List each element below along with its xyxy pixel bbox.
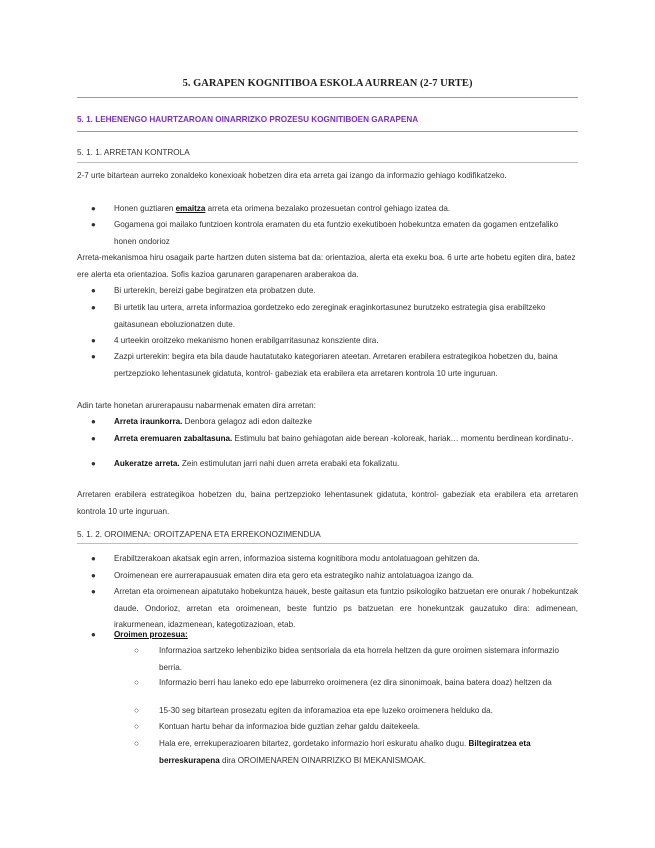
list-item: ● Aukeratze arreta. Zein estimulutan jarri nahi duen arreta erabaki eta fokalizatu. (91, 456, 578, 473)
list-item: ● 4 urteekin oroitzeko mekanismo honen erabilgarritasunaz konsziente dira. (91, 333, 578, 350)
bullet-icon: ● (91, 303, 96, 312)
paragraph: Adin tarte honetan arurerapausu nabarmenak ematen dira arretan: (77, 401, 316, 410)
sub-list-item: ○ Informazio berri hau laneko edo epe laburreko oroimenera (ez dira sinonimoak, baina batera doaz) heltzen da (134, 675, 578, 692)
list-item: ● Oroimenean ere aurrerapausuak ematen dira eta gero eta estrategiko nahiz antolatuagoa izango da. (91, 568, 578, 585)
list-item: ● Arreta eremuaren zabaltasuna. Estimulu bat baino gehiagotan aide berean -koloreak, hariak… momentu berdinean kordinatu-. (91, 431, 578, 448)
bullet-icon: ● (91, 554, 96, 563)
sub-list-item: ○ Kontuan hartu behar da informazioa bide guztian zehar galdu daitekeela. (134, 719, 578, 736)
bullet-icon: ● (91, 434, 96, 443)
bullet-icon: ● (91, 352, 96, 361)
subsection-divider (77, 162, 578, 163)
list-item: ● Arreta iraunkorra. Denbora gelagoz adi edon daitezke (91, 414, 578, 431)
circle-bullet-icon: ○ (134, 678, 139, 687)
section-heading: 5. 1. LEHENENGO HAURTZAROAN OINARRIZKO PROZESU KOGNITIBOEN GARAPENA (77, 115, 419, 124)
process-label: Oroimen prozesua: (114, 630, 188, 639)
section-divider (77, 131, 578, 132)
paragraph: Arreta-mekanismoa hiru osagaik parte hartzen duten sistema bat da: orientazioa, alerta eta exeku boa. 6 urte arte hobetu egiten dira, batez ere alerta eta orientazioa. Sofis kazioa garunaren garapenaren araberakoa da. (77, 253, 576, 279)
bullet-icon: ● (91, 587, 96, 596)
subsection-heading-attention: 5. 1. 1. ARRETAN KONTROLA (77, 148, 190, 157)
bullet-icon: ● (91, 286, 96, 295)
list-item: ● Gogamena goi mailako funtzioen kontrola eramaten du eta funtzio exekutiboen hobekuntza ematen da gogamen entzefaliko honen ondorioz (91, 217, 578, 250)
list-item: ● Bi urterekin, bereizi gabe begiratzen eta probatzen dute. (91, 283, 578, 300)
list-item: ● Zazpi urterekin: begira eta bila daude hautatutako kategoriaren ateetan. Arretaren erabilera estrategikoa hobetzen du, baina pertzepzioko lehentasunek gidatuta, kontrol- gabeziak eta erabilera eta arretaren kontrola 10 urte inguruan. (91, 349, 578, 382)
bullet-icon: ● (91, 630, 96, 639)
bullet-icon: ● (91, 204, 96, 213)
list-item: ● Erabiltzerakoan akatsak egin arren, informazioa sistema kognitibora modu antolatuagoan gehitzen da. (91, 551, 578, 568)
sub-list-item: ○ Informazioa sartzeko lehenbiziko bidea sentsoriala da eta horrela heltzen da gure oroimen sistemara informazio berria. (134, 643, 578, 676)
intro-paragraph: 2-7 urte bitartean aurreko zonaldeko konexioak hobetzen dira eta arreta gai izango da informazio gehiago kodifikatzeko. (77, 171, 507, 180)
circle-bullet-icon: ○ (134, 646, 139, 655)
bullet-icon: ● (91, 571, 96, 580)
list-item: ● Honen guztiaren emaitza arreta eta orimena bezalako prozesuetan control gehiago izatea da. (91, 201, 578, 218)
bullet-icon: ● (91, 459, 96, 468)
circle-bullet-icon: ○ (134, 706, 139, 715)
paragraph: Arretaren erabilera estrategikoa hobetzen du, baina pertzepzioko lehentasunek gidatuta, kontrol- gabeziak eta erabilera eta arretaren kontrola 10 urte inguruan. (77, 490, 578, 516)
bullet-icon: ● (91, 417, 96, 426)
bullet-icon: ● (91, 220, 96, 229)
list-item: ● Bi urtetik lau urtera, arreta informazioa gordetzeko edo zereginak eraginkortasunez burutzeko estrategia gisa erabiltzeko gaitasunean eboluzionatzen dute. (91, 300, 578, 333)
bullet-icon: ● (91, 336, 96, 345)
subsection-heading-memory: 5. 1. 2. OROIMENA: OROITZAPENA ETA ERREKONOZIMENDUA (77, 530, 321, 539)
circle-bullet-icon: ○ (134, 739, 139, 748)
page-title: 5. GARAPEN KOGNITIBOA ESKOLA AURREAN (2-7 URTE) (182, 78, 473, 89)
emphasis: emaitza (175, 204, 206, 213)
list-item: ● Arretan eta oroimenean aipatutako hobekuntza hauek, beste gaitasun eta funtzio psikologiko batzuetan ere onurak / hobekuntzak daude. Ondorioz, arretan eta oroimenean, beste funtzio ps batzuetan ere honekuntzak gauzatuko dira: adimenean, irakurmenean, idazmenean, kategotizazioan, etab. (91, 584, 578, 634)
title-divider (77, 97, 578, 98)
subsection-divider (77, 543, 578, 544)
circle-bullet-icon: ○ (134, 722, 139, 731)
list-item-process (91, 627, 578, 644)
sub-list-item: ○ 15-30 seg bitartean prosezatu egiten da inforamazioa eta epe luzeko oroimenera helduko da. (134, 703, 578, 720)
sub-list-item: ○ Hala ere, errekuperazioaren bitartez, gordetako informazio hori eskuratu ahalko dugu. Biltegiratzea eta berreskurapena dira OROIMENAREN OINARRIZKO BI MEKANISMOAK. (134, 736, 578, 769)
